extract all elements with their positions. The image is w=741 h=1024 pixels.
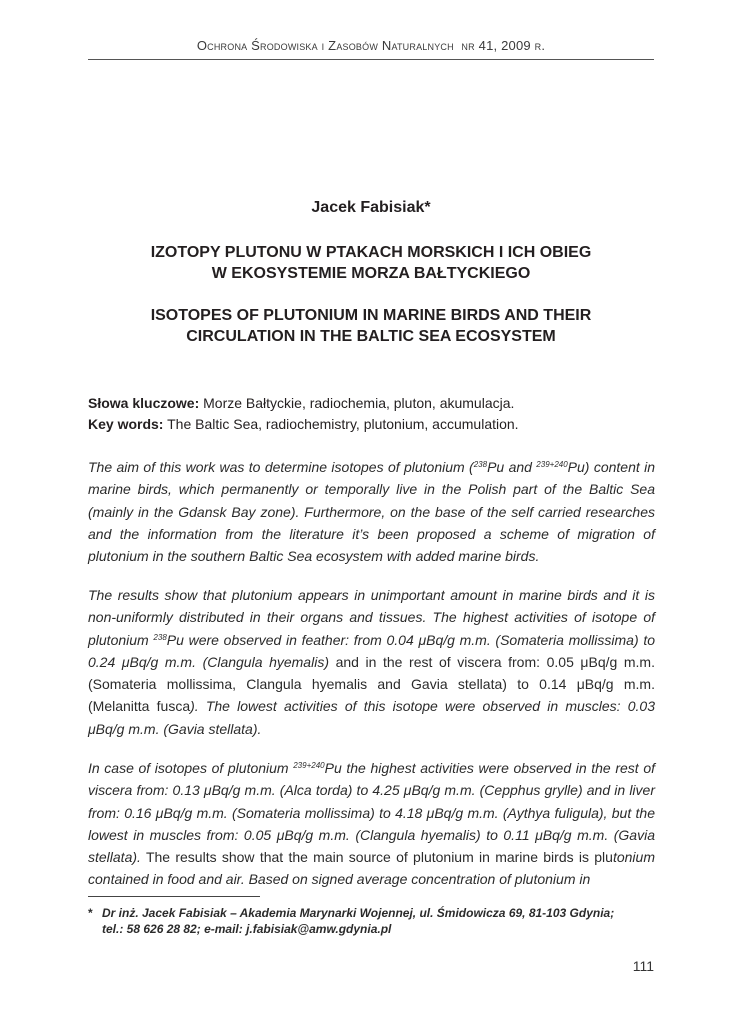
keywords-polish-label: Słowa kluczowe:: [88, 395, 200, 411]
title-polish-line: W EKOSYSTEMIE MORZA BAŁTYCKIEGO: [211, 265, 531, 282]
keywords-english: [88, 416, 654, 432]
text-run: ). The lowest activities of this isotope were observed in muscles: 0.03 μBq/g m.m. (Gavia stellata).: [88, 698, 655, 737]
header-word: Ś: [251, 38, 261, 53]
keywords-english-label: Key words:: [88, 416, 164, 432]
text-run: Pu were observed in feather: from 0.04 μBq/g m.m. (Somateria mollissima) to 0.24 μBq/g m.m. (Clangula hyemalis): [88, 631, 656, 670]
header-word-rest: chrona: [207, 38, 248, 53]
abstract-paragraph-3: [88, 757, 655, 891]
header-word: i: [321, 38, 325, 53]
text-run-upright: and in the rest of viscera from: 0.05 μBq/g m.m. (Somateria mollissima, Clangula hyemalis and Gavia stellata) to 0.14 μBq/g m.m. (Melanitta fusca: [88, 653, 655, 715]
title-english: [88, 305, 654, 347]
keywords-polish: [88, 395, 654, 411]
isotope-superscript: 238: [473, 460, 488, 469]
header-word: Z: [328, 38, 337, 53]
title-english-line: CIRCULATION IN THE BALTIC SEA ECOSYSTEM: [186, 328, 556, 345]
header-rule: [88, 59, 654, 60]
keywords-polish-text: Morze Bałtyckie, radiochemia, pluton, akumulacja.: [199, 395, 515, 411]
footnote-rule: [88, 896, 260, 897]
isotope-superscript: 239+240: [536, 460, 568, 469]
page-number: 111: [632, 958, 654, 974]
running-header: [88, 38, 654, 53]
abstract-paragraph-2: [88, 584, 655, 740]
keywords-english-text: The Baltic Sea, radiochemistry, plutonium, accumulation.: [163, 416, 519, 432]
text-run: Pu the highest activities were observed in the rest of viscera from: 0.13 μBq/g m.m. (Alca torda) to 4.25 μBq/g m.m. (Cepphus grylle) and in liver from: 0.16 μBq/g m.m. (Somateria mollissima) to 4.18 μBq/g m.m. (Aythya fuligula), but the lowest in muscles from: 0.05 μBq/g m.m. (Clangula hyemalis) to 0.11 μBq/g m.m. (Gavia stellata).: [88, 760, 655, 866]
header-issue: nr 41, 2009: [461, 38, 531, 53]
header-word: N: [381, 38, 392, 53]
header-year-suffix: r.: [534, 38, 546, 53]
author-name: Jacek Fabisiak*: [311, 199, 431, 216]
text-run: Pu and: [487, 459, 537, 475]
header-word-rest: aturalnych: [391, 38, 454, 53]
author-footnote: [88, 905, 668, 937]
abstract-paragraph-1: [88, 456, 655, 567]
footnote-mark: *: [88, 906, 93, 920]
header-word-rest: asobów: [336, 38, 379, 53]
text-run: The aim of this work was to determine isotopes of plutonium (: [88, 459, 474, 475]
footnote-line: tel.: 58 626 28 82; e-mail: j.fabisiak@amw.gdynia.pl: [102, 922, 392, 936]
isotope-superscript: 238: [153, 632, 167, 642]
title-polish-line: IZOTOPY PLUTONU W PTAKACH MORSKICH I ICH OBIEG: [150, 244, 592, 261]
isotope-superscript: 239+240: [293, 761, 325, 770]
title-polish: [88, 242, 654, 284]
header-word: O: [196, 38, 208, 53]
text-run: tonium contained in food and air. Based on signed average concentration of plutonium in: [88, 849, 655, 888]
text-run-upright: The results show that the main source of plutonium in marine birds is plu: [140, 849, 613, 866]
footnote-line: Dr inż. Jacek Fabisiak – Akademia Marynarki Wojennej, ul. Śmidowicza 69, 81-103 Gdynia;: [102, 906, 615, 920]
text-run: Pu) content in marine birds, which permanently or temporally live in the Polish part of the Baltic Sea (mainly in the Gdansk Bay zone). Furthermore, on the base of the self carried researches and the information from the literature it’s been proposed a scheme of migration of plutonium in the southern Baltic Sea ecosystem with added marine birds.: [88, 459, 656, 565]
text-run: In case of isotopes of plutonium: [88, 760, 294, 776]
header-word-rest: rodowiska: [260, 38, 318, 53]
text-run: The results show that plutonium appears in unimportant amount in marine birds and it is non-uniformly distributed in their organs and tissues. The highest activities of isotope of plutonium: [88, 587, 655, 648]
title-english-line: ISOTOPES OF PLUTONIUM IN MARINE BIRDS AND THEIR: [150, 307, 592, 324]
